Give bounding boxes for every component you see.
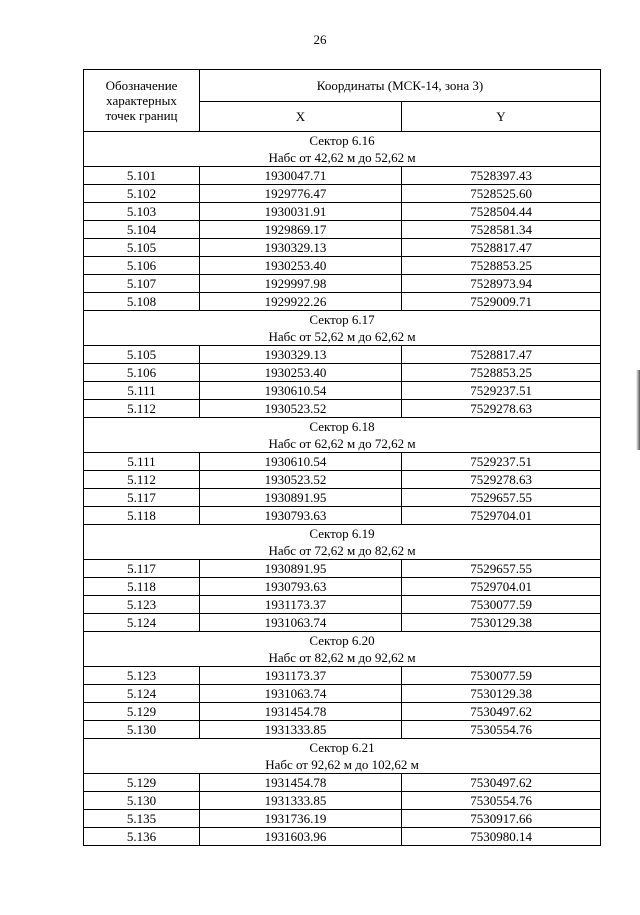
y-cell: 7530554.76 [402, 792, 601, 810]
table-row [84, 364, 601, 382]
y-cell: 7529278.63 [402, 400, 601, 418]
point-id-cell: 5.105 [84, 239, 200, 257]
y-cell: 7529237.51 [402, 453, 601, 471]
y-cell: 7530497.62 [402, 774, 601, 792]
table-row [84, 239, 601, 257]
y-cell: 7529657.55 [402, 560, 601, 578]
table-row [84, 507, 601, 525]
y-cell: 7529704.01 [402, 578, 601, 596]
table-row [84, 614, 601, 632]
y-cell: 7528581.34 [402, 221, 601, 239]
x-cell: 1930329.13 [200, 346, 402, 364]
sector-elevation-range: Набс от 82,62 м до 92,62 м [268, 650, 416, 665]
x-cell: 1931333.85 [200, 721, 402, 739]
y-cell: 7528397.43 [402, 167, 601, 185]
x-cell: 1930329.13 [200, 239, 402, 257]
x-cell: 1931063.74 [200, 685, 402, 703]
x-cell: 1930031.91 [200, 203, 402, 221]
point-id-cell: 5.129 [84, 703, 200, 721]
point-id-cell: 5.107 [84, 275, 200, 293]
point-id-cell: 5.117 [84, 560, 200, 578]
x-cell: 1930523.52 [200, 400, 402, 418]
table-row [84, 810, 601, 828]
point-id-cell: 5.106 [84, 364, 200, 382]
x-cell: 1931603.96 [200, 828, 402, 846]
y-cell: 7528973.94 [402, 275, 601, 293]
sector-row [84, 632, 601, 667]
x-cell: 1931454.78 [200, 703, 402, 721]
y-cell: 7530129.38 [402, 614, 601, 632]
x-cell: 1930047.71 [200, 167, 402, 185]
x-cell: 1931333.85 [200, 792, 402, 810]
sector-elevation-range: Набс от 62,62 м до 72,62 м [268, 436, 416, 451]
x-cell: 1930793.63 [200, 507, 402, 525]
point-header-line-1: Обозначение [105, 78, 178, 93]
sector-row [84, 418, 601, 453]
y-cell: 7529009.71 [402, 293, 601, 311]
x-cell: 1929869.17 [200, 221, 402, 239]
scan-edge-shadow [636, 370, 640, 450]
x-cell: 1930610.54 [200, 382, 402, 400]
sector-title: Сектор 6.19 [309, 526, 375, 541]
y-cell: 7530077.59 [402, 667, 601, 685]
table-row [84, 453, 601, 471]
sector-heading [84, 418, 601, 453]
table-row [84, 560, 601, 578]
x-cell: 1930523.52 [200, 471, 402, 489]
point-id-cell: 5.102 [84, 185, 200, 203]
y-cell: 7530077.59 [402, 596, 601, 614]
coordinates-header: Координаты (МСК-14, зона 3) [200, 70, 601, 102]
sector-heading [84, 525, 601, 560]
x-cell: 1929776.47 [200, 185, 402, 203]
table-row [84, 400, 601, 418]
table-row [84, 685, 601, 703]
sector-elevation-range: Набс от 92,62 м до 102,62 м [265, 757, 419, 772]
y-cell: 7530554.76 [402, 721, 601, 739]
y-cell: 7528853.25 [402, 257, 601, 275]
table-row [84, 792, 601, 810]
sector-row [84, 739, 601, 774]
point-id-cell: 5.117 [84, 489, 200, 507]
table-row [84, 596, 601, 614]
sector-row [84, 132, 601, 167]
sector-row [84, 525, 601, 560]
table-row [84, 203, 601, 221]
sector-heading [84, 132, 601, 167]
point-id-cell: 5.112 [84, 400, 200, 418]
x-cell: 1930253.40 [200, 257, 402, 275]
point-header-line-2: характерных [106, 93, 177, 108]
point-id-cell: 5.105 [84, 346, 200, 364]
table-row [84, 578, 601, 596]
sector-elevation-range: Набс от 72,62 м до 82,62 м [268, 543, 416, 558]
sector-title: Сектор 6.16 [309, 133, 375, 148]
table-row [84, 774, 601, 792]
sector-heading [84, 632, 601, 667]
x-cell: 1930891.95 [200, 489, 402, 507]
point-id-cell: 5.123 [84, 596, 200, 614]
table-row [84, 185, 601, 203]
sector-elevation-range: Набс от 52,62 м до 62,62 м [268, 329, 416, 344]
x-cell: 1930253.40 [200, 364, 402, 382]
table-row [84, 257, 601, 275]
sector-heading [84, 739, 601, 774]
point-id-cell: 5.111 [84, 382, 200, 400]
x-cell: 1931173.37 [200, 667, 402, 685]
point-id-cell: 5.118 [84, 507, 200, 525]
table-header [84, 70, 601, 132]
table-row [84, 721, 601, 739]
x-cell: 1931063.74 [200, 614, 402, 632]
point-id-cell: 5.108 [84, 293, 200, 311]
table-row [84, 828, 601, 846]
table-row [84, 489, 601, 507]
x-cell: 1929997.98 [200, 275, 402, 293]
point-id-cell: 5.101 [84, 167, 200, 185]
x-cell: 1930610.54 [200, 453, 402, 471]
x-cell: 1931454.78 [200, 774, 402, 792]
y-cell: 7529704.01 [402, 507, 601, 525]
table-row [84, 275, 601, 293]
table-row [84, 167, 601, 185]
coordinates-table [83, 69, 601, 846]
sector-title: Сектор 6.17 [309, 312, 375, 327]
table-row [84, 382, 601, 400]
y-cell: 7528525.60 [402, 185, 601, 203]
table-row [84, 471, 601, 489]
x-cell: 1931173.37 [200, 596, 402, 614]
point-id-cell: 5.130 [84, 792, 200, 810]
point-id-cell: 5.104 [84, 221, 200, 239]
y-cell: 7528853.25 [402, 364, 601, 382]
point-id-cell: 5.103 [84, 203, 200, 221]
point-id-cell: 5.136 [84, 828, 200, 846]
point-id-cell: 5.112 [84, 471, 200, 489]
sector-heading [84, 311, 601, 346]
y-cell: 7528504.44 [402, 203, 601, 221]
y-cell: 7530497.62 [402, 703, 601, 721]
sector-row [84, 311, 601, 346]
sector-title: Сектор 6.20 [309, 633, 375, 648]
point-id-cell: 5.124 [84, 614, 200, 632]
sector-elevation-range: Набс от 42,62 м до 52,62 м [268, 150, 416, 165]
point-id-cell: 5.130 [84, 721, 200, 739]
table-body [84, 132, 601, 846]
point-id-cell: 5.129 [84, 774, 200, 792]
x-cell: 1929922.26 [200, 293, 402, 311]
sector-title: Сектор 6.18 [309, 419, 375, 434]
table-row [84, 293, 601, 311]
y-cell: 7530917.66 [402, 810, 601, 828]
page-number: 26 [313, 32, 327, 47]
table-row [84, 221, 601, 239]
point-id-cell: 5.118 [84, 578, 200, 596]
point-header-line-3: точек границ [105, 108, 178, 123]
point-id-cell: 5.124 [84, 685, 200, 703]
y-cell: 7529657.55 [402, 489, 601, 507]
y-cell: 7528817.47 [402, 239, 601, 257]
point-designation-header [84, 70, 200, 132]
sector-title: Сектор 6.21 [309, 740, 375, 755]
table-row [84, 346, 601, 364]
y-cell: 7530129.38 [402, 685, 601, 703]
x-header: X [200, 102, 402, 132]
x-cell: 1930891.95 [200, 560, 402, 578]
point-id-cell: 5.111 [84, 453, 200, 471]
y-cell: 7528817.47 [402, 346, 601, 364]
x-cell: 1931736.19 [200, 810, 402, 828]
y-cell: 7529237.51 [402, 382, 601, 400]
table-row [84, 703, 601, 721]
point-id-cell: 5.135 [84, 810, 200, 828]
point-id-cell: 5.123 [84, 667, 200, 685]
x-cell: 1930793.63 [200, 578, 402, 596]
y-cell: 7529278.63 [402, 471, 601, 489]
y-cell: 7530980.14 [402, 828, 601, 846]
y-header: Y [402, 102, 601, 132]
point-id-cell: 5.106 [84, 257, 200, 275]
table-row [84, 667, 601, 685]
